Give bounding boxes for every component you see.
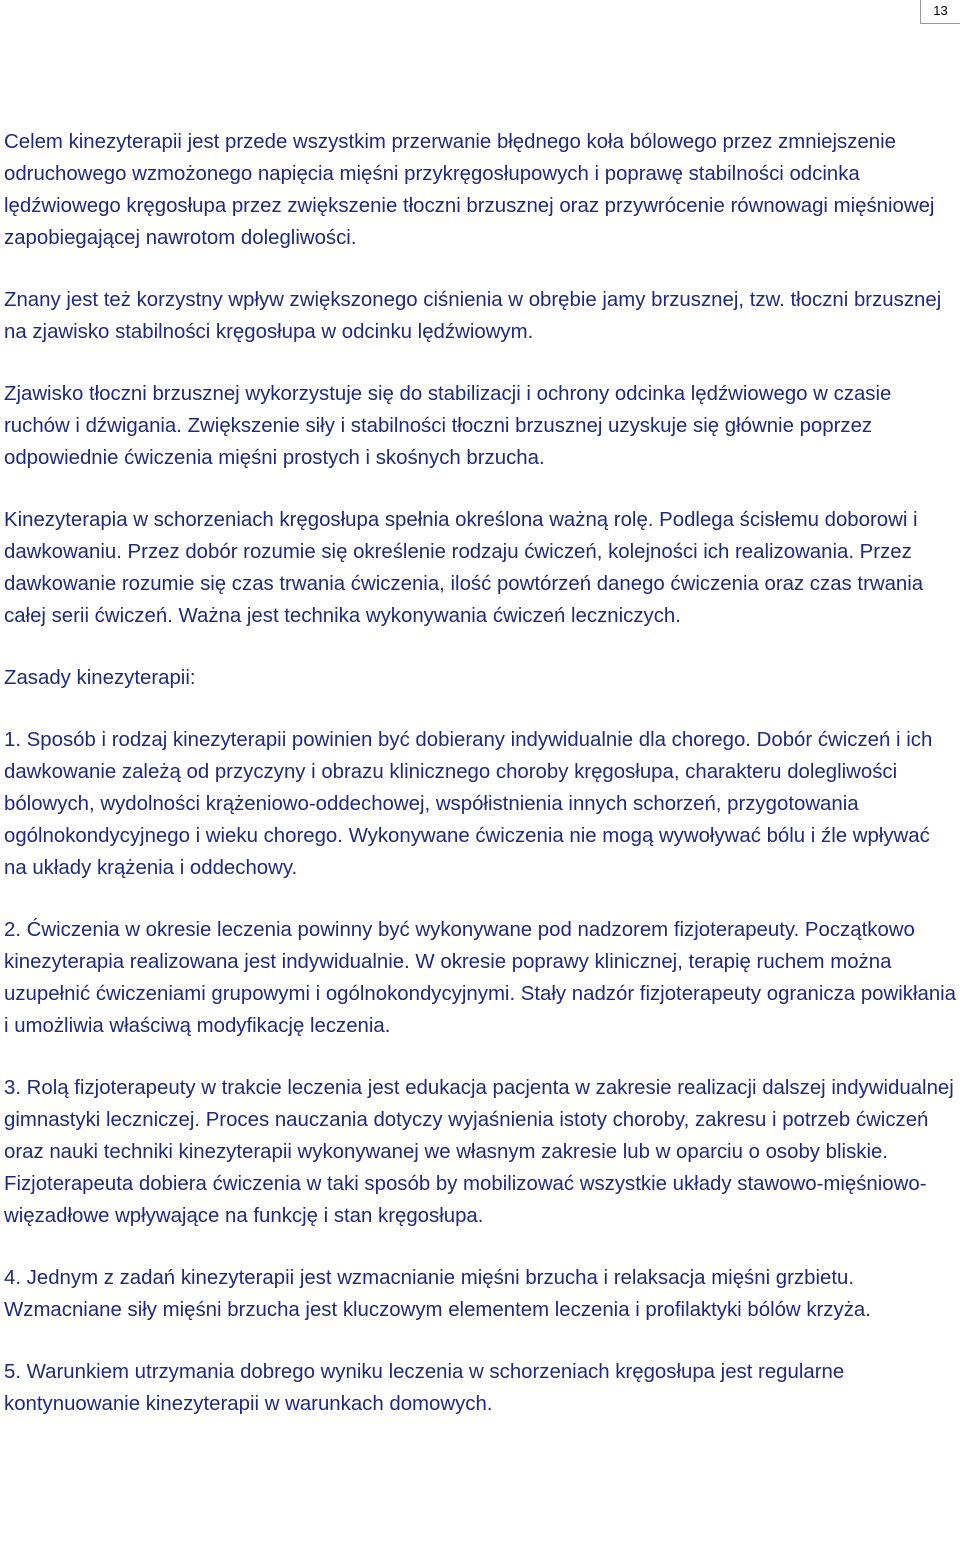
- principle-item-5: 5. Warunkiem utrzymania dobrego wyniku leczenia w schorzeniach kręgosłupa jest regularne kontynuowanie kinezyterapii w warunkach domowych.: [4, 1361, 845, 1415]
- page-number: 13: [920, 0, 960, 24]
- paragraph-kinezyterapia-goal: Celem kinezyterapii jest przede wszystkim przerwanie błędnego koła bólowego przez zmniejszenie odruchowego wzmożonego napięcia mięśni przykręgosłupowych i poprawę stabilności odcinka lędźwiowego kręgosłupa przez zwiększenie tłoczni brzusznej oraz przywrócenie równowagi mięśniowej zapobiegającej nawrotom dolegliwości.: [4, 131, 935, 249]
- paragraph-abdominal-pressure: Znany jest też korzystny wpływ zwiększonego ciśnienia w obrębie jamy brzusznej, tzw. tłoczni brzusznej na zjawisko stabilności kręgosłupa w odcinku lędźwiowym.: [4, 289, 942, 343]
- section-heading-principles: Zasady kinezyterapii:: [4, 667, 196, 689]
- document-body: [4, 126, 958, 1450]
- principle-item-4: 4. Jednym z zadań kinezyterapii jest wzmacnianie mięśni brzucha i relaksacja mięśni grzbietu. Wzmacniane siły mięśni brzucha jest kluczowym elementem leczenia i profilaktyki bólów krzyża.: [4, 1267, 871, 1321]
- principle-item-1: 1. Sposób i rodzaj kinezyterapii powinien być dobierany indywidualnie dla chorego. Dobór ćwiczeń i ich dawkowanie zależą od przyczyny i obrazu klinicznego choroby kręgosłupa, charakteru dolegliwości bólowych, wydolności krążeniowo-oddechowej, współistnienia innych schorzeń, przygotowania ogólnokondycyjnego i wieku chorego. Wykonywane ćwiczenia nie mogą wywoływać bólu i źle wpływać na układy krążenia i oddechowy.: [4, 729, 933, 879]
- principle-item-2: 2. Ćwiczenia w okresie leczenia powinny być wykonywane pod nadzorem fizjoterapeuty. Początkowo kinezyterapia realizowana jest indywidualnie. W okresie poprawy klinicznej, terapię ruchem można uzupełnić ćwiczeniami grupowymi i ogólnokondycyjnymi. Stały nadzór fizjoterapeuty ogranicza powikłania i umożliwia właściwą modyfikację leczenia.: [4, 919, 957, 1037]
- principle-item-3: 3. Rolą fizjoterapeuty w trakcie leczenia jest edukacja pacjenta w zakresie realizacji dalszej indywidualnej gimnastyki leczniczej. Proces nauczania dotyczy wyjaśnienia istoty choroby, zakresu i potrzeb ćwiczeń oraz nauki techniki kinezyterapii wykonywanej we własnym zakresie lub w oparciu o osoby bliskie. Fizjoterapeuta dobiera ćwiczenia w taki sposób by mobilizować wszystkie układy stawowo-mięśniowo-więzadłowe wpływające na funkcję i stan kręgosłupa.: [4, 1077, 954, 1227]
- paragraph-abdominal-press-stabilization: Zjawisko tłoczni brzusznej wykorzystuje się do stabilizacji i ochrony odcinka lędźwiowego w czasie ruchów i dźwigania. Zwiększenie siły i stabilności tłoczni brzusznej uzyskuje się głównie poprzez odpowiednie ćwiczenia mięśni prostych i skośnych brzucha.: [4, 383, 892, 469]
- paragraph-selection-and-dosage: Kinezyterapia w schorzeniach kręgosłupa spełnia określona ważną rolę. Podlega ścisłemu doborowi i dawkowaniu. Przez dobór rozumie się określenie rodzaju ćwiczeń, kolejności ich realizowania. Przez dawkowanie rozumie się czas trwania ćwiczenia, ilość powtórzeń danego ćwiczenia oraz czas trwania całej serii ćwiczeń. Ważna jest technika wykonywania ćwiczeń leczniczych.: [4, 509, 924, 627]
